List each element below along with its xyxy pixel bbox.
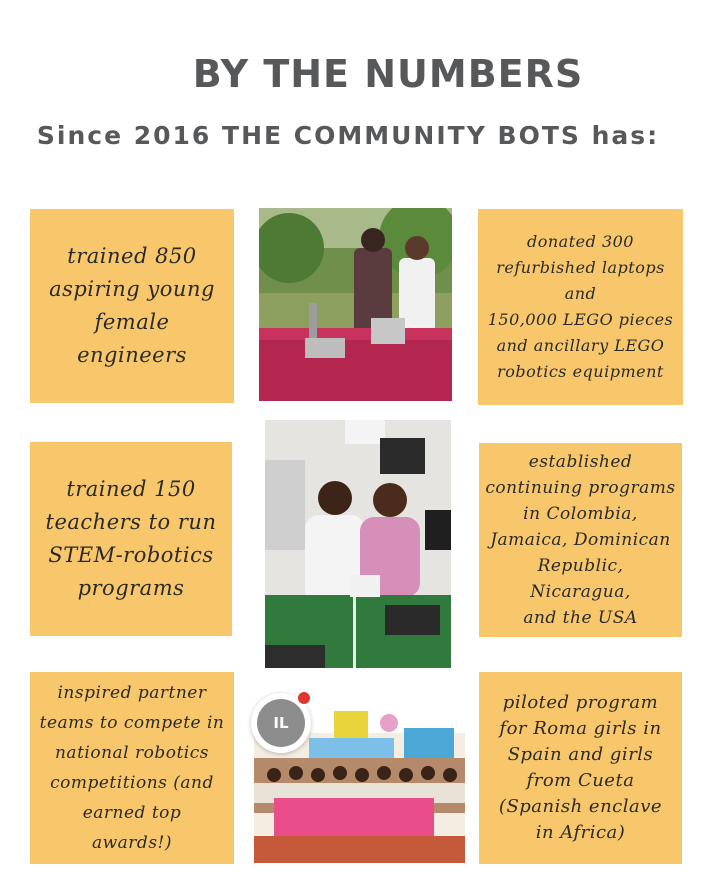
stat-card-programs — [479, 443, 682, 637]
stat-text: trained 150 teachers to run STEM-robotics programs — [45, 477, 217, 600]
avatar: IL — [257, 699, 305, 747]
stat-text: established continuing programs in Colombia, Jamaica, Dominican Republic, Nicaragua, and the USA — [485, 452, 676, 628]
notification-dot-icon — [296, 690, 312, 706]
stat-card-trained-teachers — [30, 442, 232, 636]
stat-text: trained 850 aspiring young female engineers — [49, 244, 215, 367]
stat-text: donated 300 refurbished laptops and 150,000 LEGO pieces and ancillary LEGO robotics equipment — [487, 232, 674, 381]
photo-teachers-lab — [265, 420, 451, 668]
stat-card-competitions — [30, 672, 234, 864]
page-subtitle: Since 2016 THE COMMUNITY BOTS has: — [36, 121, 660, 150]
stat-card-donations — [478, 209, 683, 405]
stat-card-pilot-program — [479, 672, 682, 864]
stat-text: inspired partner teams to compete in national robotics competitions (and earned top awards!) — [39, 683, 225, 853]
stat-text: piloted program for Roma girls in Spain and girls from Cueta (Spanish enclave in Africa) — [498, 692, 663, 843]
stat-card-trained-engineers — [30, 209, 234, 403]
photo-robotics-demo — [259, 208, 452, 401]
page-title: BY THE NUMBERS — [192, 52, 584, 96]
